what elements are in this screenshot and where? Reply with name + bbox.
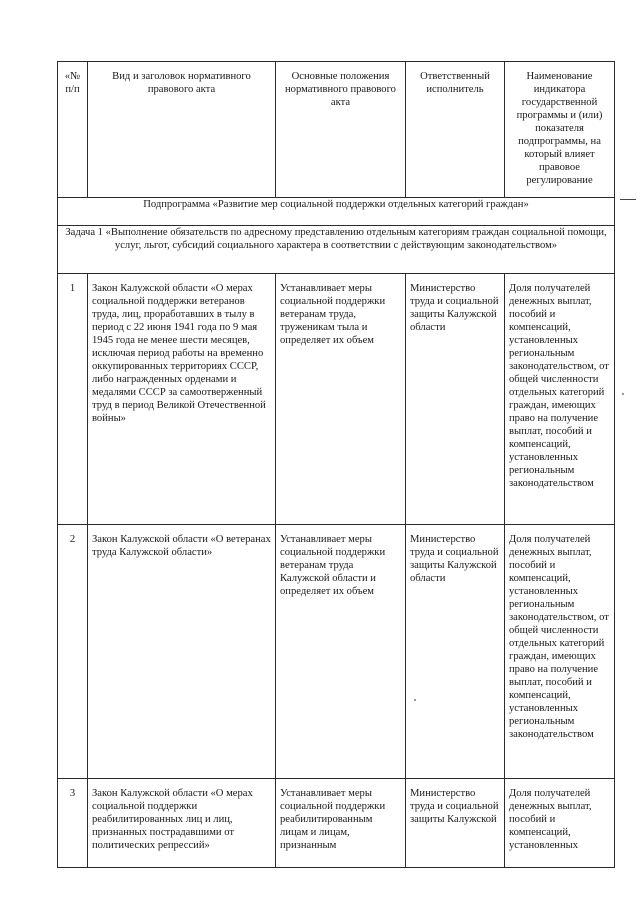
table-header-row (58, 62, 615, 198)
header-act-cell (88, 62, 276, 198)
legal-acts-table (57, 61, 615, 868)
task-title: Задача 1 «Выполнение обязательств по адресному представлению отдельным категориям граждан социальной помощи, услуг, льгот, субсидий социального характера в соответствии с действующим законодательством» (58, 226, 615, 274)
scan-artifact-dot (414, 699, 416, 701)
row-indicator: Доля получателей денежных выплат, пособий и компенсаций, установленных (505, 779, 615, 868)
row-act: Закон Калужской области «О ветеранах труда Калужской области» (88, 525, 276, 779)
row-number: 3 (58, 779, 88, 868)
header-num: «№ п/п (64, 71, 81, 95)
header-num-cell (58, 62, 88, 198)
header-executor: Ответственный исполнитель (420, 71, 490, 95)
scan-artifact-line (620, 199, 636, 200)
row-executor: Министерство труда и социальной защиты Калужской (406, 779, 505, 868)
row-act: Закон Калужской области «О мерах социальной поддержки реабилитированных лиц и лиц, признанных пострадавшими от политических репрессий» (88, 779, 276, 868)
row-executor: Министерство труда и социальной защиты Калужской области (406, 274, 505, 525)
table-row (58, 525, 615, 779)
row-number: 1 (58, 274, 88, 525)
task-row (58, 226, 615, 274)
row-provisions: Устанавливает меры социальной поддержки ветеранам труда, труженикам тыла и определяет их объем (276, 274, 406, 525)
subprogram-title: Подпрограмма «Развитие мер социальной поддержки отдельных категорий граждан» (58, 198, 615, 226)
header-provisions: Основные положения нормативного правового акта (285, 71, 396, 108)
row-indicator: Доля получателей денежных выплат, пособий и компенсаций, установленных региональным законодательством, от общей численности отдельных категорий граждан, имеющих право на получение выплат, пособий и компенсаций, установленных региональным законодательством (505, 525, 615, 779)
row-indicator: Доля получателей денежных выплат, пособий и компенсаций, установленных региональным законодательством, от общей численности отдельных категорий граждан, имеющих право на получение выплат, пособий и компенсаций, установленных региональным законодательством (505, 274, 615, 525)
header-executor-cell (406, 62, 505, 198)
table-row (58, 779, 615, 868)
subprogram-row (58, 198, 615, 226)
header-indicator: Наименование индикатора государственной программы и (или) показателя подпрограммы, на который влияет правовое регулирование (516, 71, 603, 186)
header-indicator-cell (505, 62, 615, 198)
header-provisions-cell (276, 62, 406, 198)
row-provisions: Устанавливает меры социальной поддержки реабилитированным лицам и лицам, признанным (276, 779, 406, 868)
row-act: Закон Калужской области «О мерах социальной поддержки ветеранов труда, лиц, проработавших в тылу в период с 22 июня 1941 года по 9 мая 1945 года не менее шести месяцев, исключая период работы на временно оккупированных территориях СССР, либо награжденных орденами и медалями СССР за самоотверженный труд в период Великой Отечественной войны» (88, 274, 276, 525)
header-act: Вид и заголовок нормативного правового акта (112, 71, 251, 95)
row-provisions: Устанавливает меры социальной поддержки ветеранам труда Калужской области и определяет их объем (276, 525, 406, 779)
table-row (58, 274, 615, 525)
row-executor: Министерство труда и социальной защиты Калужской области (406, 525, 505, 779)
row-number: 2 (58, 525, 88, 779)
scan-artifact-dot (622, 393, 624, 395)
